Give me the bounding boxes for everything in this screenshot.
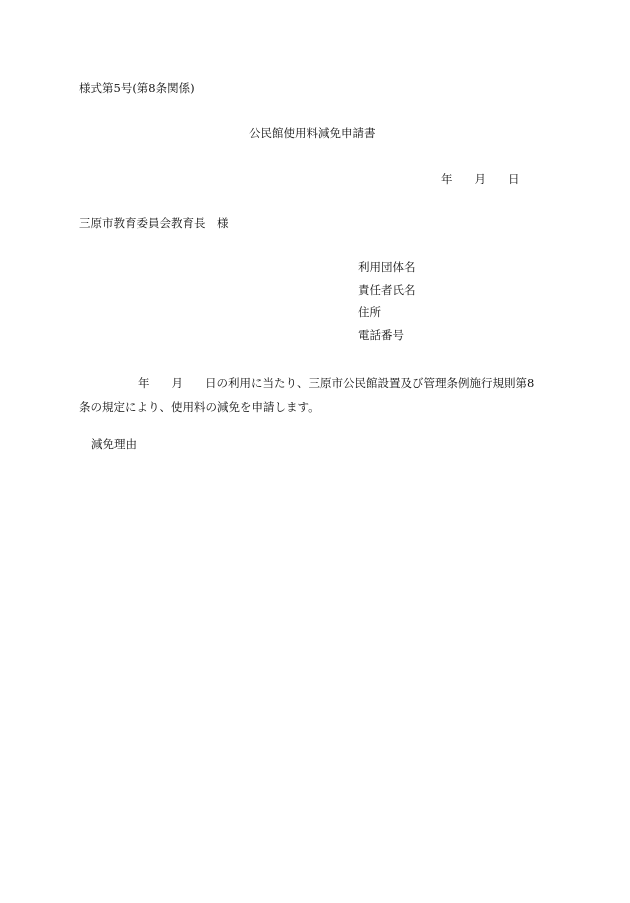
usage-month-label: 月 bbox=[171, 376, 183, 390]
form-number: 様式第5号(第8条関係) bbox=[79, 81, 195, 95]
reduction-reason-label: 減免理由 bbox=[91, 437, 137, 451]
submission-date bbox=[441, 172, 520, 186]
applicant-field-address: 住所 bbox=[358, 305, 381, 319]
usage-day-and-text: 日の利用に当たり、三原市公民館設置及び管理条例施行規則第8 bbox=[205, 376, 535, 390]
usage-year-label: 年 bbox=[138, 376, 150, 390]
statement-line-1 bbox=[79, 371, 559, 395]
applicant-field-phone: 電話番号 bbox=[358, 327, 404, 342]
date-month-label: 月 bbox=[474, 172, 486, 186]
statement-line-2: 条の規定により、使用料の減免を申請します。 bbox=[79, 400, 320, 414]
document-title: 公民館使用料減免申請書 bbox=[249, 126, 376, 140]
application-statement bbox=[79, 371, 559, 419]
date-day-label: 日 bbox=[508, 172, 520, 186]
applicant-field-group-name: 利用団体名 bbox=[358, 260, 416, 274]
applicant-field-responsible-person: 責任者氏名 bbox=[358, 282, 416, 297]
applicant-info bbox=[358, 260, 416, 350]
addressee: 三原市教育委員会教育長 様 bbox=[79, 216, 229, 230]
date-year-label: 年 bbox=[441, 172, 453, 186]
